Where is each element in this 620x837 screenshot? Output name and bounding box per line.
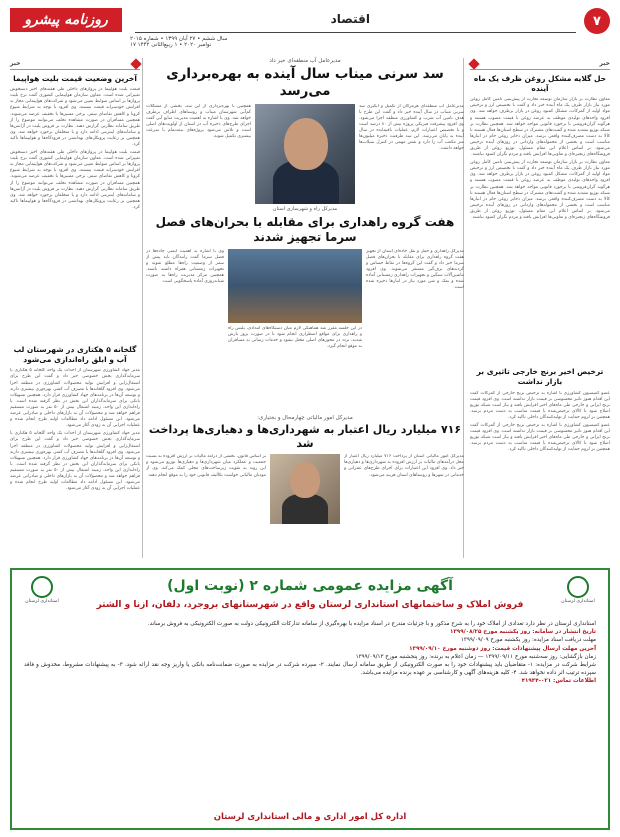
article-airfare: قیمت بلیت هواپیما در پروازهای داخلی طی هفته‌های اخیر دستخوش تغییراتی شده است. معاون سازمان هواپیمایی کشوری گفت نرخ بلیت پروازها بر اساس ضوابط تعیین می‌شود و شرکت‌های هواپیمایی مجاز به افزایش خودسرانه قیمت نیستند. وی افزود با توجه به شرایط شیوع کرونا و کاهش تقاضای سفر، برخی مسیرها با تخفیف عرضه می‌شوند. همچنین مسافران در صورت مشاهده تخلف می‌توانند موضوع را از طریق سامانه نظارتی گزارش دهند. نظارت بر فروش بلیت در آژانس‌ها و سامانه‌های اینترنتی ادامه دارد و با متخلفان برخورد خواهد شد. وی همچنین بر رعایت پروتکل‌های بهداشتی در فرودگاه‌ها و هواپیماها تاکید کرد. قیمت بلیت هواپیما در پروازهای داخلی طی هفته‌های اخیر دستخوش تغییراتی شده است. معاون سازمان هواپیمایی کشوری گفت نرخ بلیت پروازها بر اساس ضوابط تعیین می‌شود و شرکت‌های هواپیمایی مجاز به افزایش خودسرانه قیمت نیستند. وی افزود با توجه به شرایط شیوع کرونا و کاهش تقاضای سفر، برخی مسیرها با تخفیف عرضه می‌شوند. همچنین مسافران در صورت مشاهده تخلف می‌توانند موضوع را از طریق سامانه نظارتی گزارش دهند. نظارت بر فروش بلیت در آژانس‌ها و سامانه‌های اینترنتی ادامه دارد و با متخلفان برخورد خواهد شد. وی همچنین بر رعایت پروتکل‌های بهداشتی در فرودگاه‌ها و هواپیماها تاکید کرد. — [10, 87, 140, 210]
article-greenhouse-text: مدیر جهاد کشاورزی شهرستان از احداث یک واحد گلخانه ۵ هکتاری با سرمایه‌گذاری بخش خصوصی خبر داد و گفت این طرح برای اشتغال‌زایی و افزایش تولید محصولات کشاورزی در منطقه اجرا می‌شود. وی افزود گلخانه‌ها با مصرف آب کمتر، بهره‌وری بیشتری دارند و توسعه آن‌ها در برنامه‌های جهاد کشاورزی قرار دارد. همچنین تسهیلات بانکی برای سرمایه‌گذاران این بخش در نظر گرفته شده است. با راه‌اندازی این واحد، زمینه اشتغال بیش از ۵۰ نفر به صورت مستقیم فراهم خواهد شد و محصولات آن به بازارهای داخلی و صادراتی عرضه می‌شود. این مسئول ادامه داد مطالعات اولیه طرح انجام شده و عملیات اجرایی آن به زودی آغاز می‌شود. — [10, 368, 140, 429]
diamond-icon — [468, 58, 479, 69]
road-text-mid: در این جلسه مقرر شد هماهنگی لازم میان دستگاه‌های امدادی، پلیس راه و راهداری برای مواقع اضطراری انجام شود تا در صورت بروز بارش شدید، تردد در محورهای اصلی مختل نشود و خدمات رسانی به مسافران به موقع انجام گیرد. — [228, 325, 362, 350]
headline-oil: حل گلایه مشکل روغن ظرف یک ماه آینده — [473, 74, 607, 94]
kicker-tax: مدیرکل امور مالیاتی چهارمحال و بختیاری: — [257, 414, 353, 421]
right-column — [470, 58, 610, 541]
article-oil: معاون نظارت بر بازار سازمان توسعه تجارت از پیش‌بینی تامین کامل روغن مورد نیاز بازار ظرف یک ماه آینده خبر داد و گفت با تخصیص ارز و ترخیص مواد اولیه از گمرکات، مشکل کمبود روغن در بازار برطرف خواهد شد. وی افزود واحدهای تولیدی موظف به عرضه روغن با قیمت مصوب هستند و هرگونه گران‌فروشی با برخورد قانونی مواجه خواهد شد. همچنین نظارت بر شبکه توزیع تشدید شده و گشت‌های مشترک در سطح استان‌ها فعال هستند تا کالا به دست مصرف‌کننده واقعی برسد. میزان ذخایر روغن خام در انبارها مناسب است و بخشی از محموله‌های وارداتی در روزهای آینده ترخیص می‌شود. بر اساس اعلام این مقام مسئول، توزیع روغن از طریق فروشگاه‌های زنجیره‌ای و تعاونی‌ها افزایش یافته و مردم نگران کمبود نباشند. معاون نظارت بر بازار سازمان توسعه تجارت از پیش‌بینی تامین کامل روغن مورد نیاز بازار ظرف یک ماه آینده خبر داد و گفت با تخصیص ارز و ترخیص مواد اولیه از گمرکات، مشکل کمبود روغن در بازار برطرف خواهد شد. وی افزود واحدهای تولیدی موظف به عرضه روغن با قیمت مصوب هستند و هرگونه گران‌فروشی با برخورد قانونی مواجه خواهد شد. همچنین نظارت بر شبکه توزیع تشدید شده و گشت‌های مشترک در سطح استان‌ها فعال هستند تا کالا به دست مصرف‌کننده واقعی برسد. میزان ذخایر روغن خام در انبارها مناسب است و بخشی از محموله‌های وارداتی در روزهای آینده ترخیص می‌شود. بر اساس اعلام این مقام مسئول، توزیع روغن از طریق فروشگاه‌های زنجیره‌ای و تعاونی‌ها افزایش یافته و مردم نگران کمبود نباشند. — [470, 97, 610, 221]
ad-logo-label: استانداری لرستان — [561, 599, 595, 604]
article-airfare-text: قیمت بلیت هواپیما در پروازهای داخلی طی هفته‌های اخیر دستخوش تغییراتی شده است. معاون سازمان هواپیمایی کشوری گفت نرخ بلیت پروازها بر اساس ضوابط تعیین می‌شود و شرکت‌های هواپیمایی مجاز به افزایش خودسرانه قیمت نیستند. وی افزود با توجه به شرایط شیوع کرونا و کاهش تقاضای سفر، برخی مسیرها با تخفیف عرضه می‌شوند. همچنین مسافران در صورت مشاهده تخلف می‌توانند موضوع را از طریق سامانه نظارتی گزارش دهند. نظارت بر فروش بلیت در آژانس‌ها و سامانه‌های اینترنتی ادامه دارد و با متخلفان برخورد خواهد شد. وی همچنین بر رعایت پروتکل‌های بهداشتی در فرودگاه‌ها و هواپیماها تاکید کرد. — [10, 87, 140, 147]
column-label-bar — [470, 58, 610, 70]
middle-column — [146, 58, 464, 524]
diamond-icon — [130, 58, 141, 69]
issue-line-1: سال ششم • ۲۷ آبان ۱۳۹۹ • شماره ۲۰۱۵ — [130, 36, 228, 42]
ad-body — [24, 620, 596, 686]
ad-offer-deadline: آخرین مهلت ارسال پیشنهادات قیمت: روز دوشنبه مورخ ۱۳۹۹/۰۹/۱۰ — [409, 645, 596, 652]
headline-greenhouse: گلخانه ۵ هکتاری در شهرستان لب آب و ابلق راه‌اندازی می‌شود — [13, 345, 137, 365]
official-photo — [270, 454, 340, 524]
ad-logo-left: استانداری لرستان — [22, 576, 62, 606]
page-number: ۷ — [584, 8, 610, 34]
tax-text-left: بر اساس قانون، بخشی از درآمد مالیات بر ارزش افزوده به نسبت جمعیت و عملکرد میان شهرداری‌ها و دهیاری‌ها توزیع می‌شود و این روند به تقویت زیرساخت‌های محلی کمک می‌کند. وی از مودیان مالیاتی خواست تکالیف قانونی خود را به موقع انجام دهند. — [146, 454, 266, 478]
ad-publish-date: تاریخ انتشار در سامانه: روز یکشنبه مورخ ۱۳۹۹/۰۸/۲۵ — [449, 629, 596, 636]
column-label-bar-left — [10, 58, 140, 70]
issue-line-2: ۱۷ نوامبر ۲۰۲۰ • ۱ ربیع‌الثانی ۱۴۴۲ — [130, 42, 212, 48]
issue-info — [130, 36, 227, 48]
headline-airfare: آخرین وضعیت قیمت بلیت هواپیما — [13, 74, 137, 83]
column-label-left: خبر — [10, 60, 21, 67]
ad-doc-deadline: مهلت دریافت اسناد مزایده: روز یکشنبه مورخ ۱۳۹۹/۰۹/۰۹ — [460, 637, 596, 644]
ad-opening-date: زمان بازگشایی: روز سه‌شنبه مورخ ۱۳۹۹/۰۹/۱۱ — زمان اعلام به برنده: روز پنجشنبه مورخ ۱۳۹۹/۰۹/۱۳ — [355, 653, 596, 660]
left-column — [10, 58, 140, 538]
ad-contact: اطلاعات تماس: ۰۲۱-۴۱۹۳۴ — [521, 678, 596, 685]
column-label: خبر — [599, 60, 610, 67]
road-story — [146, 249, 464, 409]
article-rice: عضو کمیسیون کشاورزی با اشاره به ترخیص برنج خارجی از گمرکات گفت این اقدام هنوز تاثیر محسوسی بر قیمت بازار نداشته است. وی افزود قیمت برنج ایرانی و خارجی طی ماه‌های اخیر افزایش یافته و نیاز است شبکه توزیع اصلاح شود تا کالای ترخیص‌شده با قیمت مناسب به دست مردم برسد. همچنین بر لزوم حمایت از تولیدکنندگان داخلی تاکید کرد. عضو کمیسیون کشاورزی با اشاره به ترخیص برنج خارجی از گمرکات گفت این اقدام هنوز تاثیر محسوسی بر قیمت بازار نداشته است. وی افزود قیمت برنج ایرانی و خارجی طی ماه‌های اخیر افزایش یافته و نیاز است شبکه توزیع اصلاح شود تا کالای ترخیص‌شده با قیمت مناسب به دست مردم برسد. همچنین بر لزوم حمایت از تولیدکنندگان داخلی تاکید کرد. — [470, 390, 610, 453]
photo-caption: مدیرکل راه و شهرسازی استان — [272, 205, 338, 212]
portrait-photo — [255, 104, 355, 204]
headline-tax: ۷۱۶ میلیارد ریال اعتبار به شهرداری‌ها و دهیاری‌ها پرداخت شد — [148, 422, 462, 450]
article-oil-text: معاون نظارت بر بازار سازمان توسعه تجارت از پیش‌بینی تامین کامل روغن مورد نیاز بازار ظرف یک ماه آینده خبر داد و گفت با تخصیص ارز و ترخیص مواد اولیه از گمرکات، مشکل کمبود روغن در بازار برطرف خواهد شد. وی افزود واحدهای تولیدی موظف به عرضه روغن با قیمت مصوب هستند و هرگونه گران‌فروشی با برخورد قانونی مواجه خواهد شد. همچنین نظارت بر شبکه توزیع تشدید شده و گشت‌های مشترک در سطح استان‌ها فعال هستند تا کالا به دست مصرف‌کننده واقعی برسد. میزان ذخایر روغن خام در انبارها مناسب است و بخشی از محموله‌های وارداتی در روزهای آینده ترخیص می‌شود. بر اساس اعلام این مقام مسئول، توزیع روغن از طریق فروشگاه‌های زنجیره‌ای و تعاونی‌ها افزایش یافته و مردم نگران کمبود نباشند. — [470, 97, 610, 158]
newspaper-logo: روزنامه پیشرو — [10, 8, 122, 32]
ad-subtitle: فروش املاک و ساختمانهای استانداری لرستان واقع در شهرستانهای بروجرد، دلفان، ازنا و الشتر — [96, 600, 524, 610]
tax-text-right: مدیرکل امور مالیاتی استان از پرداخت ۷۱۶ میلیارد ریال اعتبار از محل درآمدهای مالیات بر ارزش افزوده به شهرداری‌ها و دهیاری‌ها خبر داد. وی افزود این اعتبارات برای اجرای طرح‌های عمرانی و خدماتی در شهرها و روستاهای استان هزینه می‌شود. — [344, 454, 464, 478]
auction-ad — [10, 568, 610, 830]
headline-rice: ترخیص اخیر برنج خارجی تاثیری بر بازار نداشت — [476, 367, 604, 387]
dam-text-right: مدیرعامل آب منطقه‌ای هرمزگان از تکمیل و آبگیری سد سرنی میناب در سال آینده خبر داد و گفت این طرح با هدف تامین آب شرب و کشاورزی منطقه اجرا می‌شود. وی افزود پیشرفت فیزیکی پروژه بیش از ۸۰ درصد است و با تخصیص اعتبارات لازم، عملیات باقیمانده در سال آینده به پایان می‌رسد. این سد ظرفیت ذخیره میلیون‌ها متر مکعب آب را دارد و نقش مهمی در کنترل سیلاب‌ها خواهد داشت. — [359, 103, 464, 152]
dam-text-left: همچنین با بهره‌برداری از این سد، بخشی از مشکلات کم‌آبی شهرستان میناب و روستاهای اطراف برطرف خواهد شد. وی با اشاره به اهمیت مدیریت منابع آبی گفت اجرای طرح‌های ذخیره آب در استان از اولویت‌های اصلی است و تلاش می‌شود پروژه‌های نیمه‌تمام با سرعت بیشتری تکمیل شوند. — [146, 103, 251, 140]
headline-road: هفت گروه راهداری برای مقابله با بحران‌های فصل سرما تجهیز شدند — [155, 214, 455, 244]
header-rule — [135, 32, 576, 33]
road-text-left: وی با اشاره به اهمیت ایمنی جاده‌ها در فصل سرما گفت رانندگان باید پیش از سفر از وضعیت راه‌ها مطلع شوند و تجهیزات زمستانی همراه داشته باشند. همچنین مرکز مدیریت راه‌ها به صورت شبانه‌روزی آماده پاسخگویی است. — [146, 248, 224, 285]
road-text-right: مدیرکل راهداری و حمل و نقل جاده‌ای استان از تجهیز هفت گروه راهداری برای مقابله با بحران‌های فصل سرما خبر داد و گفت این گروه‌ها در نقاط حساس و گردنه‌های برف‌گیر مستقر می‌شوند. وی افزود ماشین‌آلات سنگین و تجهیزات راهداری زمستانی آماده شده و نمک و شن مورد نیاز در انبارها ذخیره شده است. — [366, 248, 464, 291]
section-title: اقتصاد — [330, 12, 370, 26]
article-greenhouse: مدیر جهاد کشاورزی شهرستان از احداث یک واحد گلخانه ۵ هکتاری با سرمایه‌گذاری بخش خصوصی خبر داد و گفت این طرح برای اشتغال‌زایی و افزایش تولید محصولات کشاورزی در منطقه اجرا می‌شود. وی افزود گلخانه‌ها با مصرف آب کمتر، بهره‌وری بیشتری دارند و توسعه آن‌ها در برنامه‌های جهاد کشاورزی قرار دارد. همچنین تسهیلات بانکی برای سرمایه‌گذاران این بخش در نظر گرفته شده است. با راه‌اندازی این واحد، زمینه اشتغال بیش از ۵۰ نفر به صورت مستقیم فراهم خواهد شد و محصولات آن به بازارهای داخلی و صادراتی عرضه می‌شود. این مسئول ادامه داد مطالعات اولیه طرح انجام شده و عملیات اجرایی آن به زودی آغاز می‌شود. مدیر جهاد کشاورزی شهرستان از احداث یک واحد گلخانه ۵ هکتاری با سرمایه‌گذاری بخش خصوصی خبر داد و گفت این طرح برای اشتغال‌زایی و افزایش تولید محصولات کشاورزی در منطقه اجرا می‌شود. وی افزود گلخانه‌ها با مصرف آب کمتر، بهره‌وری بیشتری دارند و توسعه آن‌ها در برنامه‌های جهاد کشاورزی قرار دارد. همچنین تسهیلات بانکی برای سرمایه‌گذاران این بخش در نظر گرفته شده است. با راه‌اندازی این واحد، زمینه اشتغال بیش از ۵۰ نفر به صورت مستقیم فراهم خواهد شد و محصولات آن به بازارهای داخلی و صادراتی عرضه می‌شود. این مسئول ادامه داد مطالعات اولیه طرح انجام شده و عملیات اجرایی آن به زودی آغاز می‌شود. — [10, 368, 140, 492]
ad-intro: استانداری لرستان در نظر دارد تعدادی از املاک خود را به شرح مذکور و با جزئیات مندرج در اسناد مزایده با بهره‌گیری از سامانه تدارکات الکترونیکی دولت به صورت الکترونیکی به فروش برساند. — [147, 621, 596, 627]
article-rice-text: عضو کمیسیون کشاورزی با اشاره به ترخیص برنج خارجی از گمرکات گفت این اقدام هنوز تاثیر محسوسی بر قیمت بازار نداشته است. وی افزود قیمت برنج ایرانی و خارجی طی ماه‌های اخیر افزایش یافته و نیاز است شبکه توزیع اصلاح شود تا کالای ترخیص‌شده با قیمت مناسب به دست مردم برسد. همچنین بر لزوم حمایت از تولیدکنندگان داخلی تاکید کرد. — [470, 390, 610, 420]
column-divider-left — [142, 58, 143, 558]
headline-dam: سد سرنی میناب سال آینده به بهره‌برداری می‌رسد — [166, 66, 444, 99]
meeting-photo — [228, 249, 362, 323]
ad-footer: اداره کل امور اداری و مالی استانداری لرستان — [213, 812, 407, 822]
ad-conditions: شرایط شرکت در مزایده: ۱- متقاضیان باید پیشنهادات خود را به صورت الکترونیکی از طریق سامانه ارسال نمایند. ۲- سپرده شرکت در مزایده به صورت ضمانت‌نامه بانکی یا واریز وجه نقد ارائه شود. ۳- به پیشنهادات مشروط، مخدوش و فاقد سپرده ترتیب اثر داده نخواهد شد. ۴- کلیه هزینه‌های آگهی و کارشناسی بر عهده برنده مزایده می‌باشد. — [24, 662, 596, 677]
tax-story — [146, 454, 464, 524]
kicker-dam: مدیرعامل آب منطقه‌ای خبر داد — [269, 58, 341, 64]
ad-title: آگهی مزایده عمومی شماره ۲ (نوبت اول) — [167, 578, 453, 594]
masthead — [10, 8, 610, 46]
dam-story — [146, 104, 464, 204]
